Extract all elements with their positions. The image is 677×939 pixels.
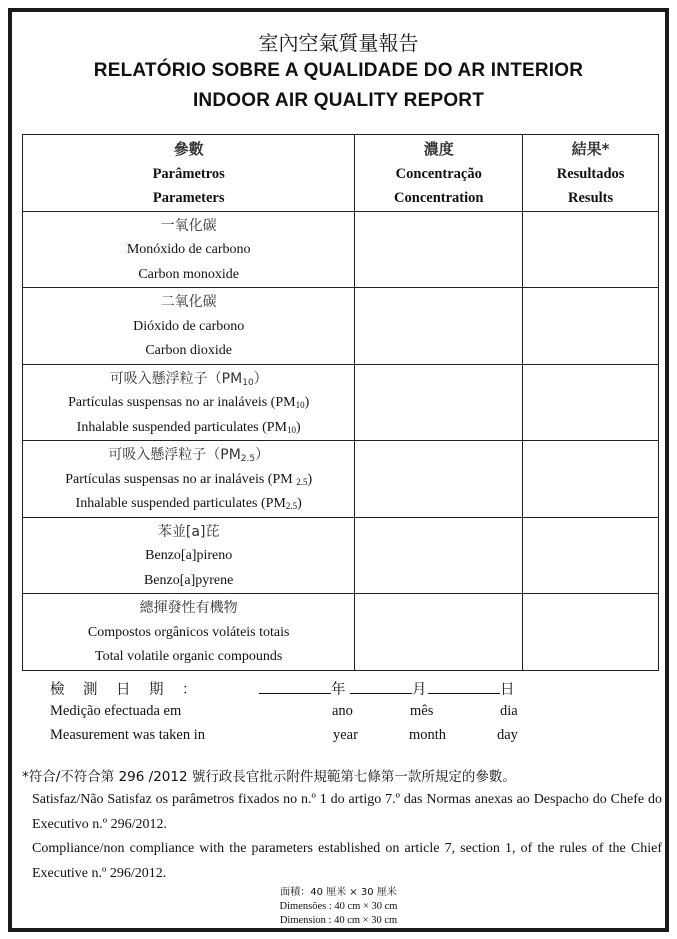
concentration-cell[interactable]: [355, 211, 523, 288]
parameter-pt: Dióxido de carbono: [133, 318, 245, 334]
header-concentration-zh: 濃度: [423, 140, 454, 158]
report-form: [8, 8, 669, 932]
year-label-en: year: [333, 727, 358, 743]
header-concentration: [355, 135, 523, 212]
concentration-cell[interactable]: [355, 288, 523, 365]
measurement-label-en: Measurement was taken in: [50, 727, 206, 743]
result-cell[interactable]: [523, 211, 659, 288]
header-parameters-pt: Parâmetros: [152, 165, 225, 182]
footnotes: [22, 766, 662, 886]
header-parameters-en: Parameters: [152, 190, 225, 206]
result-cell[interactable]: [523, 441, 659, 518]
parameter-pt: Partículas suspensas no ar inaláveis (PM $_{2.5}$): [65, 471, 313, 487]
day-label-zh: 日: [500, 682, 515, 698]
parameter-en: Benzo[a]pyrene: [143, 572, 234, 588]
month-label-en: month: [409, 727, 447, 743]
header-results: [523, 135, 659, 212]
parameter-cell: [23, 364, 355, 441]
parameter-zh: 一氧化碳: [160, 217, 217, 234]
table-row: [23, 211, 659, 288]
result-cell[interactable]: [523, 517, 659, 594]
parameter-cell: [23, 517, 355, 594]
table-row: [23, 288, 659, 365]
dimensions-zh: 面積：40 厘米 × 30 厘米: [280, 887, 397, 898]
result-cell[interactable]: [523, 594, 659, 671]
footnote-zh: *符合/不符合第 296 /2012 號行政長官批示附件規範第七條第一款所規定的參數。: [22, 769, 516, 785]
parameter-pt: Benzo[a]pireno: [145, 548, 233, 563]
parameter-cell: [23, 288, 355, 365]
title-chinese: 室內空氣質量報告: [258, 31, 419, 55]
dimensions: [12, 886, 665, 928]
parameter-en: Carbon dioxide: [145, 343, 233, 358]
title-english: INDOOR AIR QUALITY REPORT: [192, 90, 485, 111]
title-portuguese: RELATÓRIO SOBRE A QUALIDADE DO AR INTERIOR: [93, 60, 584, 81]
dimensions-pt: Dimensões : 40 cm × 30 cm: [279, 901, 398, 912]
year-label-pt: ano: [332, 702, 353, 719]
measurement-label-pt: Medição efectuada em: [50, 702, 182, 719]
header-concentration-en: Concentration: [394, 190, 484, 206]
footnote-pt: Satisfaz/Não Satisfaz os parâmetros fixados no n.º 1 do artigo 7.º das Normas anexas ao Despacho do Chefe do Executivo n.º 296/2012.: [32, 792, 662, 832]
concentration-cell[interactable]: [355, 364, 523, 441]
parameter-pt: Monóxido de carbono: [126, 242, 251, 257]
parameter-zh: 可吸入懸浮粒子$(PM_{2.5})$: [108, 447, 270, 464]
parameter-zh: 總揮發性有機物: [139, 600, 238, 616]
measurement-label-zh: 檢 測 日 期 ：: [50, 682, 199, 698]
result-cell[interactable]: [523, 288, 659, 365]
dimensions-en: Dimension : 40 cm × 30 cm: [279, 915, 398, 926]
parameters-table: [22, 134, 659, 671]
concentration-cell[interactable]: [355, 441, 523, 518]
month-label-zh: 月: [412, 682, 427, 698]
report-title: [12, 30, 665, 116]
concentration-cell[interactable]: [355, 594, 523, 671]
day-label-en: day: [497, 727, 518, 743]
parameter-zh: 苯並[a]芘: [157, 523, 220, 540]
parameter-pt: Partículas suspensas no ar inaláveis $(PM_{10})$: [68, 395, 310, 410]
table-row: [23, 364, 659, 441]
header-parameters-zh: 參數: [173, 140, 204, 158]
parameter-en: Total volatile organic compounds: [95, 649, 283, 664]
header-results-en: Results: [568, 190, 614, 206]
day-field[interactable]: [428, 678, 515, 699]
day-label-pt: dia: [500, 702, 518, 719]
parameter-cell: [23, 211, 355, 288]
month-label-pt: mês: [410, 702, 434, 719]
parameter-cell: [23, 441, 355, 518]
header-results-pt: Resultados: [556, 165, 625, 182]
result-cell[interactable]: [523, 364, 659, 441]
table-row: [23, 441, 659, 518]
header-parameters: [23, 135, 355, 212]
month-field[interactable]: [350, 678, 427, 699]
year-label-zh: 年: [331, 682, 346, 698]
header-results-zh: 結果*: [571, 140, 610, 158]
table-row: [23, 594, 659, 671]
table-header-row: [23, 135, 659, 212]
parameter-cell: [23, 594, 355, 671]
table-row: [23, 517, 659, 594]
year-field[interactable]: [259, 678, 346, 699]
parameter-zh: 二氧化碳: [160, 294, 217, 310]
parameter-pt: Compostos orgânicos voláteis totais: [87, 624, 290, 640]
parameter-zh: 可吸入懸浮粒子$(PM_{10})$: [109, 370, 268, 388]
parameter-en: Inhalable suspended particulates $(PM_{2.5})$: [75, 496, 302, 511]
parameter-en: Inhalable suspended particulates $(PM_{10})$: [76, 419, 301, 435]
concentration-cell[interactable]: [355, 517, 523, 594]
footnote-en: Compliance/non compliance with the parameters established on article 7, section 1, of the rules of the Chief Executive n.º 296/2012.: [32, 841, 662, 881]
header-concentration-pt: Concentração: [395, 165, 482, 182]
parameter-en: Carbon monoxide: [138, 266, 240, 282]
